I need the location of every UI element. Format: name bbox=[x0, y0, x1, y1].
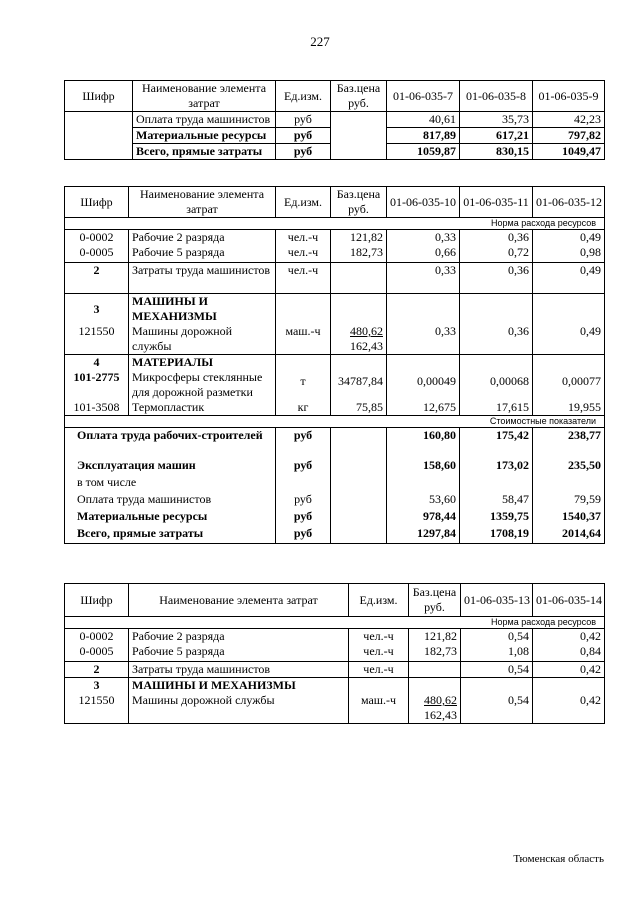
header-unit: Ед.изм. bbox=[349, 584, 409, 617]
row-value: 0,49 bbox=[533, 230, 605, 246]
header-price: Баз.цена руб. bbox=[331, 187, 387, 218]
header-name: Наименование элемента затрат bbox=[129, 584, 349, 617]
row-price bbox=[409, 678, 461, 724]
row-value: 175,42 bbox=[460, 428, 533, 459]
row-price: 182,73 bbox=[331, 245, 387, 263]
header-code-14: 01-06-035-14 bbox=[533, 584, 605, 617]
price-2: 162,43 bbox=[350, 339, 383, 353]
row-value: 40,61 bbox=[387, 112, 460, 128]
table-row bbox=[65, 526, 605, 544]
table-row bbox=[65, 644, 605, 662]
row-value: 35,73 bbox=[460, 112, 533, 128]
row-value: 797,82 bbox=[533, 128, 605, 144]
section-cost-indicators: Стоимостные показатели bbox=[65, 416, 605, 428]
row-unit: руб bbox=[276, 112, 331, 128]
row-price: 121,82 bbox=[331, 230, 387, 246]
row-price bbox=[331, 324, 387, 355]
row-value: 235,50 bbox=[533, 458, 605, 475]
section-resource-norms: Норма расхода ресурсов bbox=[65, 617, 605, 629]
row-name: Рабочие 5 разряда bbox=[129, 644, 349, 662]
row-value: 0,33 bbox=[387, 263, 460, 294]
row-unit: чел.-ч bbox=[349, 629, 409, 645]
row-value: 617,21 bbox=[460, 128, 533, 144]
table-row bbox=[65, 458, 605, 475]
row-value: 160,80 bbox=[387, 428, 460, 459]
row-price bbox=[331, 263, 387, 294]
header-code-12: 01-06-035-12 bbox=[533, 187, 605, 218]
row-code: 2 bbox=[65, 662, 129, 678]
header-code-13: 01-06-035-13 bbox=[461, 584, 533, 617]
table-header bbox=[65, 187, 605, 218]
row-value: 0,66 bbox=[387, 245, 460, 263]
page-number: 227 bbox=[310, 34, 330, 49]
row-name: МАШИНЫ И МЕХАНИЗМЫ Машины дорожной службы bbox=[129, 678, 349, 724]
row-value: 158,60 bbox=[387, 458, 460, 475]
row-value: 978,44 bbox=[387, 509, 460, 526]
group-code: 3 bbox=[93, 678, 100, 692]
row-value: 1049,47 bbox=[533, 144, 605, 160]
row-name: Оплата труда рабочих-строителей bbox=[65, 428, 276, 459]
table-row bbox=[65, 509, 605, 526]
price-1: 480,62 bbox=[350, 324, 383, 338]
price-1: 480,62 bbox=[424, 693, 457, 707]
row-unit: чел.-ч bbox=[276, 245, 331, 263]
group-title: МАШИНЫ И МЕХАНИЗМЫ bbox=[129, 294, 276, 325]
row-value: 58,47 bbox=[460, 492, 533, 509]
row-value: 0,33 bbox=[387, 324, 460, 355]
row-value: 830,15 bbox=[460, 144, 533, 160]
row-value: 0,36 bbox=[460, 324, 533, 355]
header-code-9: 01-06-035-9 bbox=[533, 81, 605, 112]
row-unit: руб bbox=[276, 492, 331, 509]
row-unit: чел.-ч bbox=[349, 662, 409, 678]
row-unit: кг bbox=[276, 400, 331, 416]
region-footer: Тюменская область bbox=[513, 853, 604, 865]
row-value: 19,955 bbox=[533, 400, 605, 416]
row-unit: маш.-ч bbox=[276, 324, 331, 355]
row-code: 0-0005 bbox=[65, 245, 129, 263]
row-value: 0,00077 bbox=[533, 355, 605, 401]
row-price: 182,73 bbox=[409, 644, 461, 662]
row-code: 0-0002 bbox=[65, 629, 129, 645]
row-name: МАТЕРИАЛЫ Микросферы стеклянные для дорожной разметки bbox=[129, 355, 276, 401]
row-code: 101-2775 bbox=[73, 370, 120, 384]
row-code: 0-0005 bbox=[65, 644, 129, 662]
row-unit: чел.-ч bbox=[349, 644, 409, 662]
row-name: Затраты труда машинистов bbox=[129, 662, 349, 678]
row-value: 0,36 bbox=[460, 230, 533, 246]
table-row bbox=[65, 112, 605, 128]
header-code-8: 01-06-035-8 bbox=[460, 81, 533, 112]
header-price: Баз.цена руб. bbox=[331, 81, 387, 112]
header-price: Баз.цена руб. bbox=[409, 584, 461, 617]
row-value: 2014,64 bbox=[533, 526, 605, 544]
table-row bbox=[65, 324, 605, 355]
group-header bbox=[65, 294, 605, 325]
row-unit: руб bbox=[276, 458, 331, 475]
row-value: 0,49 bbox=[533, 324, 605, 355]
row-name: Затраты труда машинистов bbox=[129, 263, 276, 294]
row-value: 0,54 bbox=[461, 678, 533, 724]
row-value: 79,59 bbox=[533, 492, 605, 509]
table-1 bbox=[64, 80, 605, 160]
table-header bbox=[65, 584, 605, 617]
row-value: 238,77 bbox=[533, 428, 605, 459]
row-value: 12,675 bbox=[387, 400, 460, 416]
row-value: 0,42 bbox=[533, 629, 605, 645]
row-code: 3 121550 bbox=[65, 678, 129, 724]
row-value: 53,60 bbox=[387, 492, 460, 509]
row-name: Машины дорожной службы bbox=[129, 324, 276, 355]
row-value: 0,72 bbox=[460, 245, 533, 263]
row-unit: руб bbox=[276, 526, 331, 544]
row-value: 0,36 bbox=[460, 263, 533, 294]
row-unit: руб bbox=[276, 509, 331, 526]
row-value: 0,42 bbox=[533, 678, 605, 724]
header-name: Наименование элемента затрат bbox=[133, 81, 276, 112]
section-resource-norms: Норма расхода ресурсов bbox=[65, 218, 605, 230]
row-value: 1540,37 bbox=[533, 509, 605, 526]
table-row bbox=[65, 428, 605, 459]
table-row bbox=[65, 629, 605, 645]
header-code: Шифр bbox=[65, 187, 129, 218]
row-unit: чел.-ч bbox=[276, 230, 331, 246]
row-name: в том числе bbox=[65, 475, 276, 492]
row-price: 75,85 bbox=[331, 400, 387, 416]
table-row bbox=[65, 263, 605, 294]
row-value: 0,00049 bbox=[387, 355, 460, 401]
row-unit: т bbox=[276, 355, 331, 401]
row-unit: руб bbox=[276, 128, 331, 144]
header-code-7: 01-06-035-7 bbox=[387, 81, 460, 112]
row-code: 2 bbox=[65, 263, 129, 294]
price-2: 162,43 bbox=[424, 708, 457, 722]
table-row bbox=[65, 400, 605, 416]
row-unit: руб bbox=[276, 428, 331, 459]
table-2 bbox=[64, 186, 605, 544]
row-value: 0,49 bbox=[533, 263, 605, 294]
group-header bbox=[65, 355, 605, 401]
row-value: 0,00068 bbox=[460, 355, 533, 401]
group-title: МАТЕРИАЛЫ bbox=[132, 355, 213, 369]
table-3 bbox=[64, 583, 605, 724]
row-name: Материальные ресурсы bbox=[65, 509, 276, 526]
header-unit: Ед.изм. bbox=[276, 81, 331, 112]
row-name: Термопластик bbox=[129, 400, 276, 416]
header-code: Шифр bbox=[65, 81, 133, 112]
row-value: 17,615 bbox=[460, 400, 533, 416]
row-unit: маш.-ч bbox=[349, 678, 409, 724]
row-unit: чел.-ч bbox=[276, 263, 331, 294]
row-unit: руб bbox=[276, 144, 331, 160]
row-name: Всего, прямые затраты bbox=[65, 526, 276, 544]
header-code-10: 01-06-035-10 bbox=[387, 187, 460, 218]
row-name: Эксплуатация машин bbox=[65, 458, 276, 475]
header-name: Наименование элемента затрат bbox=[129, 187, 276, 218]
row-value: 0,98 bbox=[533, 245, 605, 263]
table-row bbox=[65, 662, 605, 678]
row-value: 0,54 bbox=[461, 662, 533, 678]
row-name: Рабочие 2 разряда bbox=[129, 629, 349, 645]
row-value: 0,33 bbox=[387, 230, 460, 246]
row-value: 1297,84 bbox=[387, 526, 460, 544]
table-row bbox=[65, 245, 605, 263]
table-row bbox=[65, 230, 605, 246]
row-name: Всего, прямые затраты bbox=[133, 144, 276, 160]
row-name: Рабочие 5 разряда bbox=[129, 245, 276, 263]
row-code: 0-0002 bbox=[65, 230, 129, 246]
row-name: Рабочие 2 разряда bbox=[129, 230, 276, 246]
row-value: 1359,75 bbox=[460, 509, 533, 526]
table-row bbox=[65, 678, 605, 724]
row-value: 0,42 bbox=[533, 662, 605, 678]
row-value: 42,23 bbox=[533, 112, 605, 128]
table-row bbox=[65, 128, 605, 144]
row-value: 1,08 bbox=[461, 644, 533, 662]
row-value: 0,54 bbox=[461, 629, 533, 645]
row-name: Оплата труда машинистов bbox=[65, 492, 276, 509]
group-code: 4 101-2775 bbox=[65, 355, 129, 401]
table-row bbox=[65, 144, 605, 160]
row-value: 0,84 bbox=[533, 644, 605, 662]
row-price: 121,82 bbox=[409, 629, 461, 645]
row-code: 101-3508 bbox=[65, 400, 129, 416]
table-header bbox=[65, 81, 605, 112]
row-price: 34787,84 bbox=[331, 355, 387, 401]
header-unit: Ед.изм. bbox=[276, 187, 331, 218]
row-name: Материальные ресурсы bbox=[133, 128, 276, 144]
row-value: 1708,19 bbox=[460, 526, 533, 544]
table-row bbox=[65, 475, 605, 492]
table-row bbox=[65, 492, 605, 509]
row-value: 173,02 bbox=[460, 458, 533, 475]
row-value: 817,89 bbox=[387, 128, 460, 144]
header-code: Шифр bbox=[65, 584, 129, 617]
header-code-11: 01-06-035-11 bbox=[460, 187, 533, 218]
row-price bbox=[409, 662, 461, 678]
row-value: 1059,87 bbox=[387, 144, 460, 160]
group-title: МАШИНЫ И МЕХАНИЗМЫ bbox=[132, 678, 296, 692]
row-name: Оплата труда машинистов bbox=[133, 112, 276, 128]
group-code: 3 bbox=[65, 294, 129, 325]
row-code: 121550 bbox=[65, 324, 129, 355]
